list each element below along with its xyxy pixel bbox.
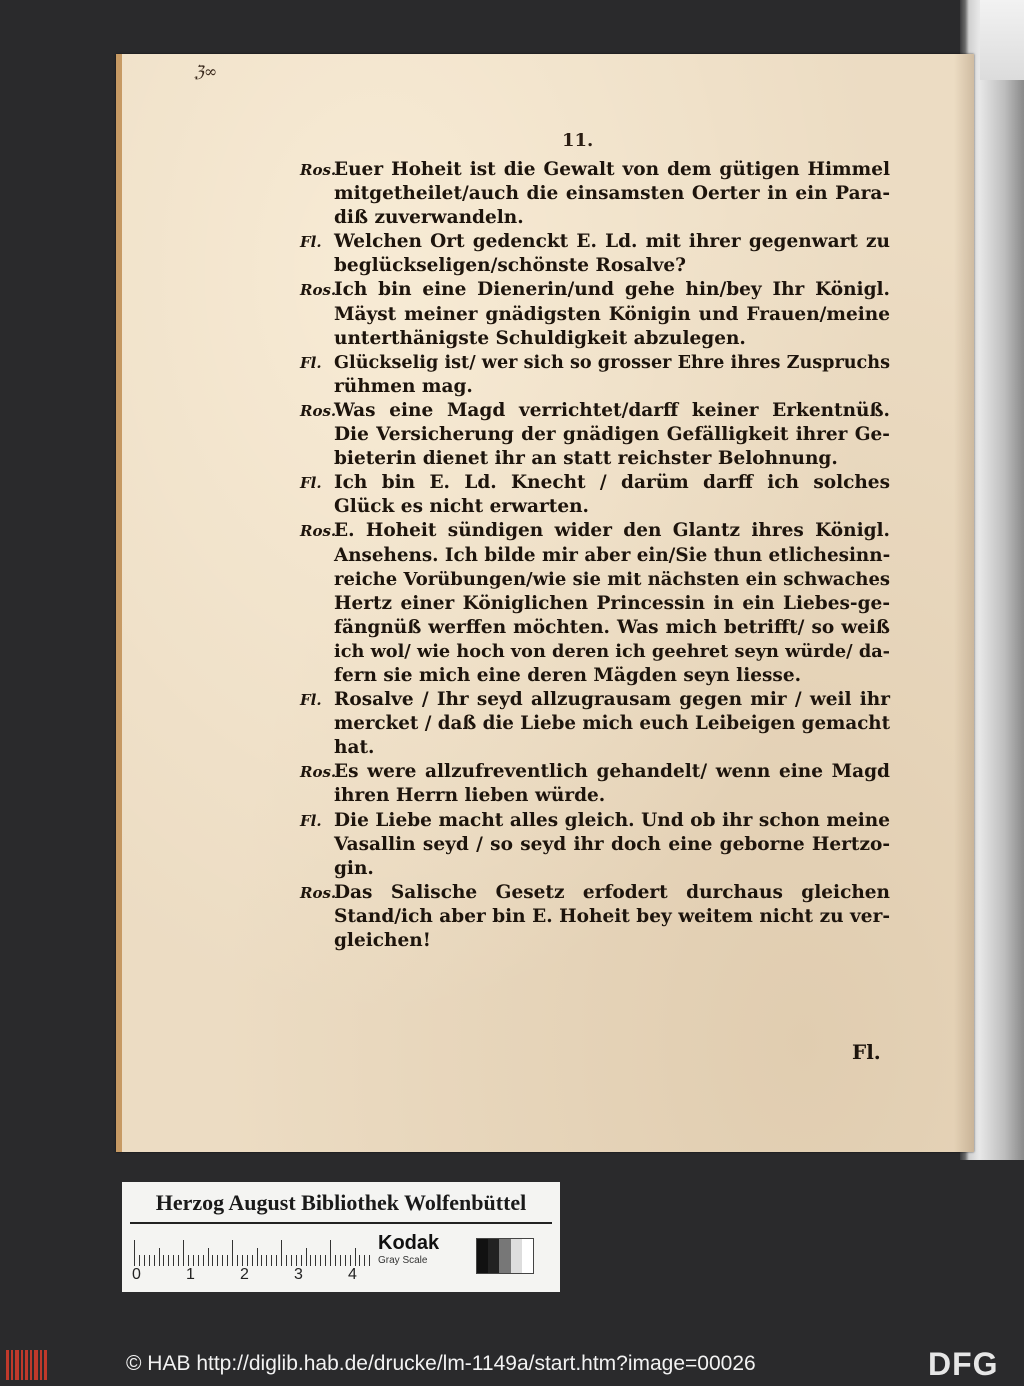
text-line: Mäyst meiner gnädigsten Königin und Frauen/meine: [334, 303, 890, 325]
text-line: unterthänigste Schuldigkeit abzulegen.: [334, 327, 746, 349]
ruler-tick: [139, 1255, 140, 1266]
speaker-label: Ros.: [300, 883, 337, 902]
ruler-tick: [252, 1255, 253, 1266]
text-line: Welchen Ort gedenckt E. Ld. mit ihrer gegenwart zu: [334, 231, 890, 253]
gray-patch: [511, 1239, 522, 1273]
gray-patch: [522, 1239, 533, 1273]
speaker-label: Fl.: [300, 811, 322, 830]
catchword: Fl.: [852, 1040, 881, 1064]
text-line: Hertz einer Königlichen Princessin in ein Liebes-ge-: [334, 592, 890, 614]
ruler-tick: [193, 1255, 194, 1266]
ruler-tick: [350, 1255, 351, 1266]
ruler-number: 4: [348, 1266, 357, 1283]
ruler-tick: [247, 1255, 248, 1266]
ruler-number: 0: [132, 1266, 141, 1283]
speech-entry: [300, 760, 890, 808]
ruler-tick: [257, 1248, 258, 1266]
text-line: mitgetheilet/auch die einsamsten Oerter in ein Para-: [334, 183, 890, 205]
ruler-tick: [237, 1255, 238, 1266]
speech-entry: [300, 399, 890, 471]
speech-entry: [300, 351, 890, 399]
ruler-tick: [335, 1255, 336, 1266]
text-line: Glück es nicht erwarten.: [334, 496, 589, 518]
speaker-label: Ros.: [300, 161, 337, 179]
text-line: bieterin dienet ihr an statt reichster Belohnung.: [334, 448, 838, 470]
ruler-tick: [325, 1255, 326, 1266]
ruler-tick: [232, 1240, 233, 1266]
speaker-label: Ros.: [300, 522, 337, 541]
speaker-label: Ros.: [300, 763, 337, 782]
gray-patch: [477, 1239, 488, 1273]
ruler-tick: [178, 1255, 179, 1266]
gray-patch: [499, 1239, 510, 1273]
speaker-label: Ros.: [300, 281, 337, 300]
ruler-tick: [163, 1255, 164, 1266]
ruler-tick: [222, 1255, 223, 1266]
ruler-tick: [183, 1240, 184, 1266]
ruler-tick: [315, 1255, 316, 1266]
text-line: rühmen mag.: [334, 375, 473, 397]
speech-entry: [300, 471, 890, 519]
speech-entry: [300, 158, 890, 230]
ruler-tick: [266, 1255, 267, 1266]
ruler-tick: [149, 1255, 150, 1266]
barcode-icon: [6, 1350, 50, 1380]
ruler-tick: [134, 1240, 135, 1266]
ruler-tick: [364, 1255, 365, 1266]
ruler-tick: [310, 1255, 311, 1266]
ruler-tick: [212, 1255, 213, 1266]
ruler-tick: [276, 1255, 277, 1266]
speech-entry: [300, 809, 890, 881]
ruler-tick: [345, 1255, 346, 1266]
text-line: E. Hoheit sündigen wider den Glantz ihres Königl.: [334, 520, 890, 542]
pen-mark: ℨ∞: [194, 62, 218, 81]
protective-foil: [980, 0, 1024, 80]
text-line: ihren Herrn lieben würde.: [334, 785, 606, 807]
dialogue-text: [300, 158, 890, 953]
text-line: Rosalve / Ihr seyd allzugrausam gegen mir / weil ihr: [334, 689, 890, 711]
ruler-tick: [369, 1255, 370, 1266]
speaker-label: Fl.: [300, 233, 322, 252]
ruler-tick: [159, 1248, 160, 1266]
ruler-tick: [271, 1255, 272, 1266]
text-line: Vasallin seyd / so seyd ihr doch eine geborne Hertzo-: [334, 833, 890, 855]
speaker-label: Ros.: [300, 401, 337, 420]
text-line: Was eine Magd verrichtet/darff keiner Erkentnüß.: [334, 399, 890, 421]
ruler-tick: [291, 1255, 292, 1266]
kodak-subtitle: Gray Scale: [378, 1255, 428, 1266]
text-line: Ich bin E. Ld. Knecht / darüm darff ich solches: [334, 472, 890, 494]
ruler-tick: [340, 1255, 341, 1266]
ruler-tick: [330, 1240, 331, 1266]
ruler-tick: [355, 1248, 356, 1266]
speech-entry: [300, 278, 890, 350]
ruler-tick: [168, 1255, 169, 1266]
ruler-tick: [208, 1248, 209, 1266]
speech-entry: [300, 881, 890, 953]
kodak-label: [378, 1232, 439, 1266]
text-line: ich wol/ wie hoch von deren ich geehret seyn würde/ da-: [334, 640, 890, 662]
ruler-tick: [242, 1255, 243, 1266]
text-line: Glückselig ist/ wer sich so grosser Ehre ihres Zuspruchs: [334, 351, 890, 373]
ruler-tick: [227, 1255, 228, 1266]
text-line: Stand/ich aber bin E. Hoheit bey weitem nicht zu ver-: [334, 905, 890, 927]
text-line: Es were allzufreventlich gehandelt/ wenn eine Magd: [334, 761, 890, 783]
text-line: beglückseligen/schönste Rosalve?: [334, 255, 686, 277]
text-line: reiche Vorübungen/wie sie mit nächsten ein schwaches: [334, 568, 890, 590]
ruler-number: 3: [294, 1266, 303, 1283]
text-line: Das Salische Gesetz erfodert durchaus gleichen: [334, 881, 890, 903]
gray-patch: [488, 1239, 499, 1273]
text-line: diß zuverwandeln.: [334, 207, 524, 229]
ruler-number: 1: [186, 1266, 195, 1283]
ruler-tick: [306, 1248, 307, 1266]
kodak-brand: Kodak: [378, 1232, 440, 1254]
ruler-tick: [359, 1255, 360, 1266]
ruler-tick: [188, 1255, 189, 1266]
speaker-label: Fl.: [300, 353, 322, 372]
speech-entry: [300, 688, 890, 760]
ruler-tick: [203, 1255, 204, 1266]
ruler-tick: [144, 1255, 145, 1266]
text-line: Die Liebe macht alles gleich. Und ob ihr schon meine: [334, 809, 890, 831]
color-calibration-card: [122, 1182, 560, 1292]
ruler-tick: [154, 1255, 155, 1266]
ruler-tick: [296, 1255, 297, 1266]
scale-ruler: [134, 1238, 370, 1266]
ruler-tick: [320, 1255, 321, 1266]
ruler-tick: [301, 1255, 302, 1266]
speaker-label: Fl.: [300, 691, 322, 710]
text-line: Ansehens. Ich bilde mir aber ein/Sie thun etlichesinn-: [334, 544, 891, 566]
footer-bar: [0, 1344, 1024, 1386]
copyright-link[interactable]: © HAB http://diglib.hab.de/drucke/lm-1149a/start.htm?image=00026: [126, 1352, 756, 1375]
ruler-tick: [198, 1255, 199, 1266]
library-name: Herzog August Bibliothek Wolfenbüttel: [155, 1190, 527, 1215]
page-number: 11.: [562, 130, 594, 151]
ruler-tick: [261, 1255, 262, 1266]
text-line: Die Versicherung der gnädigen Gefälligkeit ihrer Ge-: [334, 424, 890, 446]
grayscale-patches: [476, 1238, 534, 1274]
dfg-logo: DFG: [928, 1346, 999, 1382]
text-line: gleichen!: [334, 930, 431, 951]
text-line: hat.: [334, 737, 375, 759]
speech-entry: [300, 519, 890, 688]
text-line: Euer Hoheit ist die Gewalt von dem gütigen Himmel: [334, 159, 890, 180]
ruler-tick: [281, 1240, 282, 1266]
text-line: mercket / daß die Liebe mich euch Leibeigen gemacht: [334, 713, 890, 735]
ruler-tick: [173, 1255, 174, 1266]
ruler-tick: [217, 1255, 218, 1266]
title-underline: [130, 1222, 552, 1224]
text-line: fängnüß werffen möchten. Was mich betrifft/ so weiß: [334, 616, 890, 638]
speaker-label: Fl.: [300, 474, 322, 493]
speech-entry: [300, 230, 890, 278]
text-line: gin.: [334, 857, 374, 879]
text-line: fern sie mich eine deren Mägden seyn liesse.: [334, 664, 802, 686]
ruler-tick: [286, 1255, 287, 1266]
page-gutter-shadow: [954, 54, 974, 1152]
ruler-number: 2: [240, 1266, 249, 1283]
text-line: Ich bin eine Dienerin/und gehe hin/bey Ihr Königl.: [334, 279, 890, 301]
